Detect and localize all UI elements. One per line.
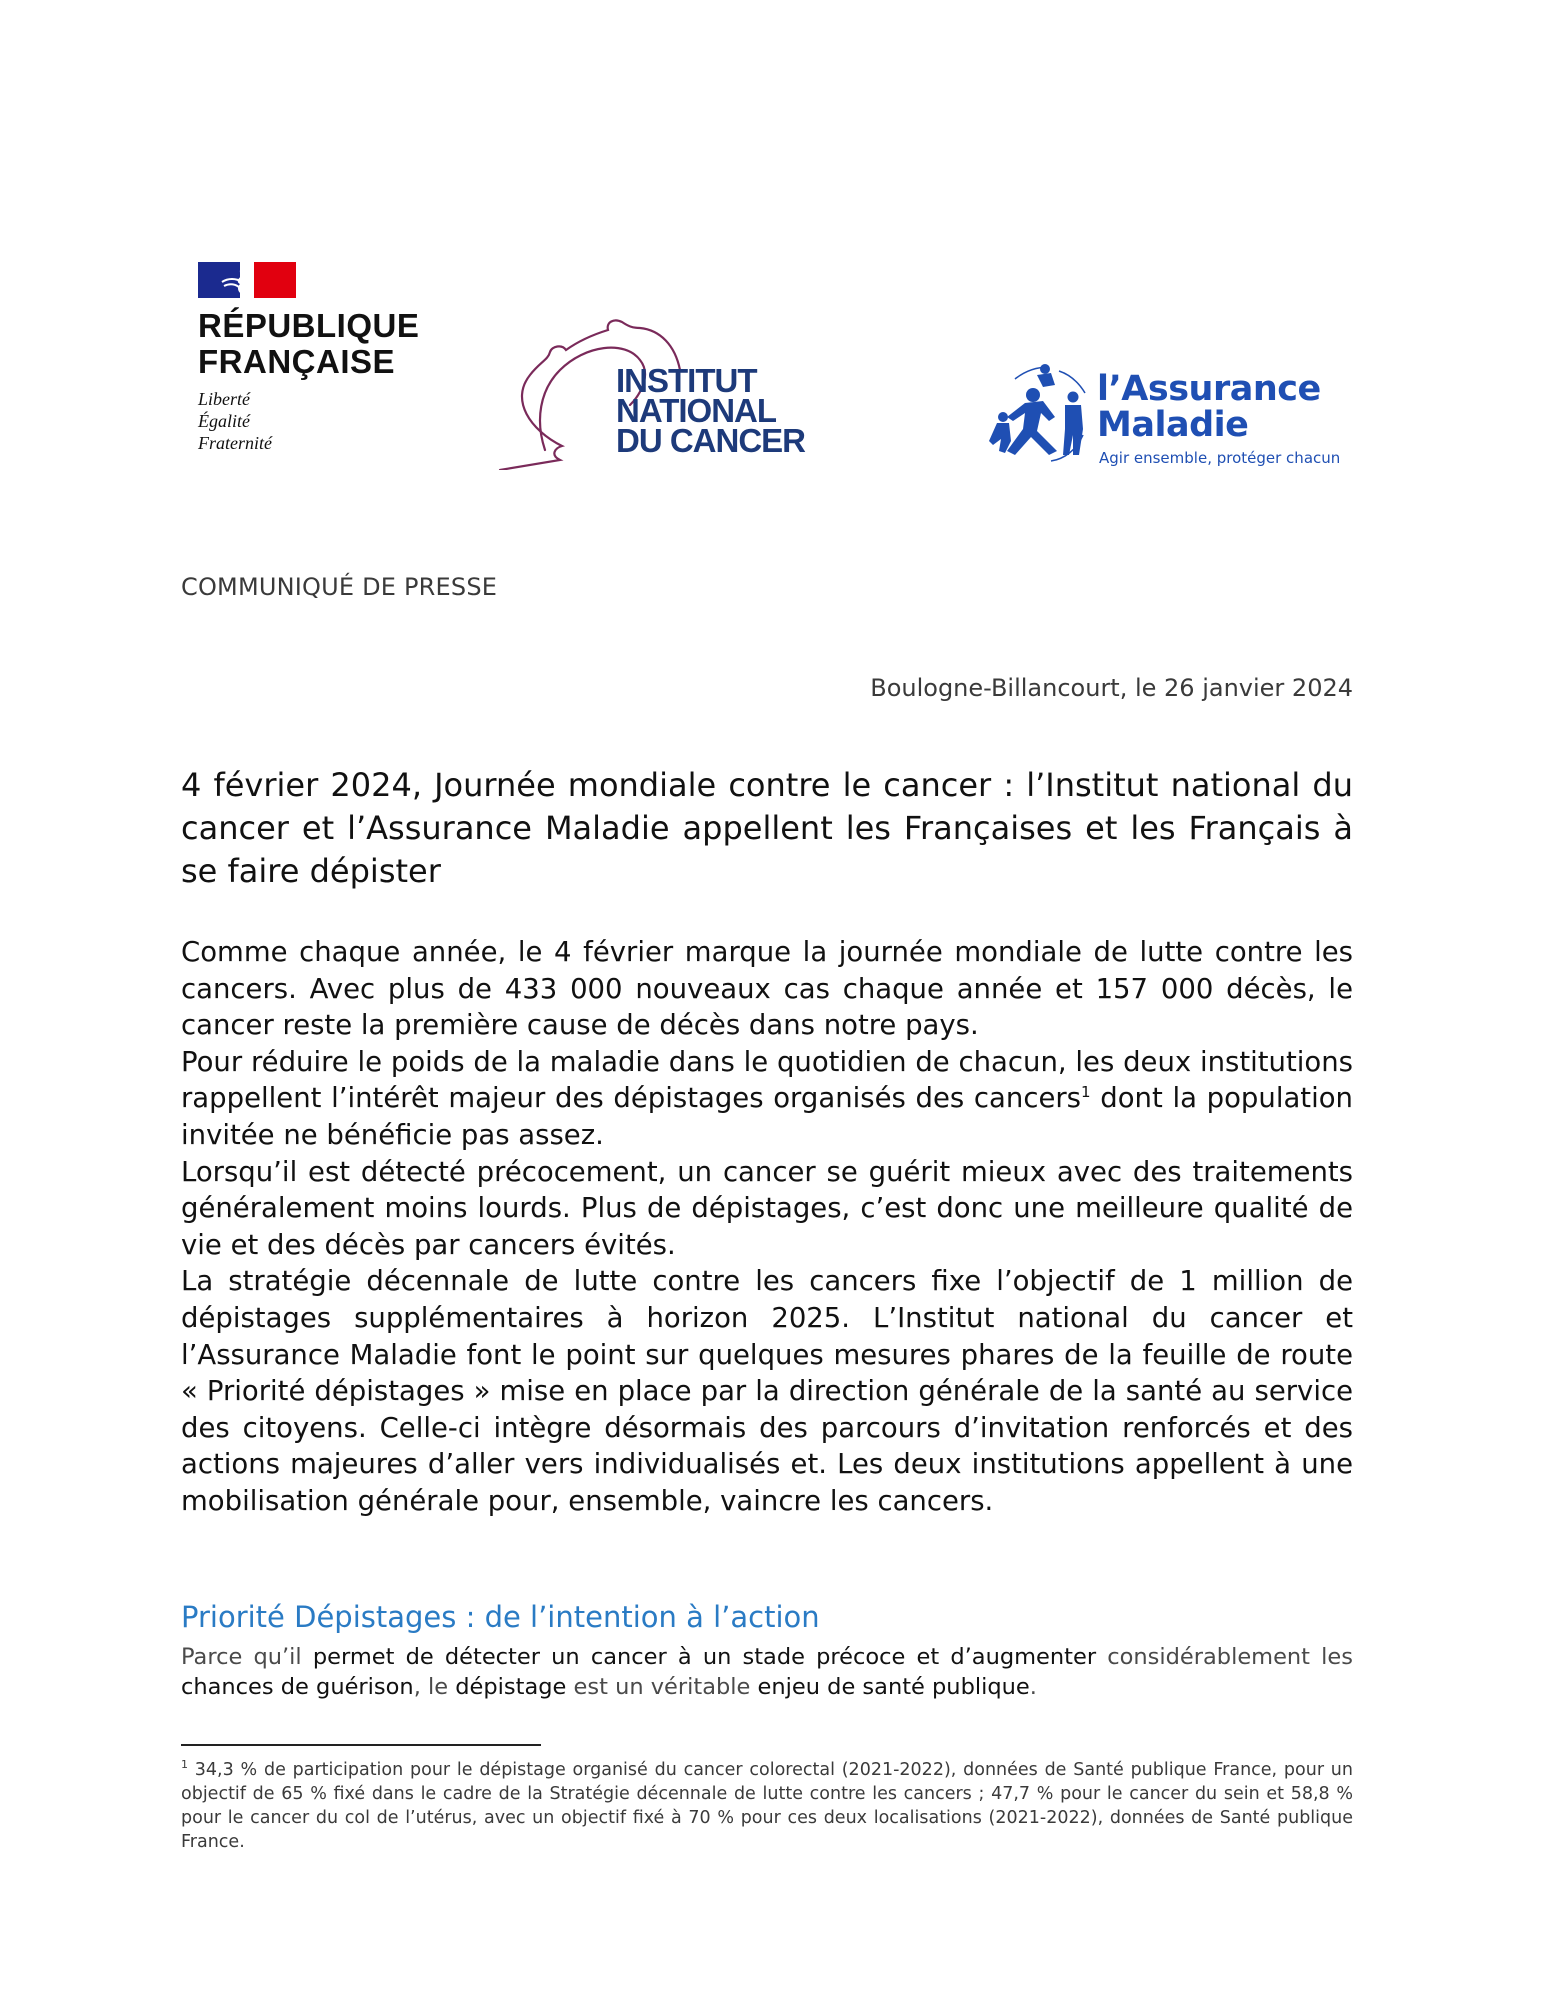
motto-egalite: Égalité [198,411,250,431]
motto-liberte: Liberté [198,389,250,409]
section-text: est un véritable [566,1674,758,1700]
institut-national-du-cancer-logo [490,300,820,470]
inca-wordmark [616,362,805,459]
am-line-assurance: l’Assurance [1097,369,1321,409]
section-heading: Priorité Dépistages : de l’intention à l’action [181,1600,820,1634]
paragraph: Lorsqu’il est détecté précocement, un cancer se guérit mieux avec des traitements généralement moins lourds. Plus de dépistages, c’est donc une meilleure qualité de vie et des décès par cancers évités. [181,1155,1353,1261]
inca-line-institut: INSTITUT [616,362,757,399]
republique-title [198,308,458,380]
section-text: considérablement les [1096,1644,1353,1670]
francaise-line: FRANÇAISE [198,343,396,380]
section-text: , le [413,1674,456,1700]
republique-francaise-logo [198,262,458,454]
body-text [181,934,1353,1520]
paragraph-text: Pour réduire le poids de la maladie dans le quotidien de chacun, les deux institutions rappellent l’intérêt majeur des dépistages organisés des cancers [181,1045,1353,1115]
press-release-headline: 4 février 2024, Journée mondiale contre le cancer : l’Institut national du cancer et l’Assurance Maladie appellent les Françaises et les Français à se faire dépister [181,766,1353,890]
section-text: Parce qu’il [181,1644,313,1670]
section-emphasis: permet de détecter un cancer à un stade précoce et d’augmenter [312,1644,1097,1670]
assurance-maladie-wordmark [1097,371,1321,443]
inca-line-national: NATIONAL [616,392,777,429]
assurance-maladie-tagline: Agir ensemble, protéger chacun [1099,449,1341,467]
footnote-reference[interactable]: 1 [1081,1083,1091,1102]
section-emphasis: dépistage [455,1674,567,1700]
footnote [181,1758,1353,1854]
paragraph [181,1044,1353,1154]
motto-fraternite: Fraternité [198,433,272,453]
securite-sociale-emblem-icon [985,355,1095,465]
footnote-mark: 1 [181,1758,188,1772]
document-type-label: COMMUNIQUÉ DE PRESSE [181,573,498,601]
paragraph-text: dont la population invitée ne bénéficie pas assez. [181,1082,1353,1151]
footnote-divider [181,1744,541,1746]
section-emphasis: enjeu de santé publique [757,1674,1030,1700]
paragraph: La stratégie décennale de lutte contre les cancers fixe l’objectif de 1 million de dépistages supplémentaires à horizon 2025. L’Institut national du cancer et l’Assurance Maladie font le point sur quelques mesures phares de la feuille de route « Priorité dépistages » mise en place par la direction générale de la santé au service des citoyens. Celle-ci intègre désormais des parcours d’invitation renforcés et des actions majeures d’aller vers individualisés et. Les deux institutions appellent à une mobilisation générale pour, ensemble, vaincre les cancers. [181,1265,1353,1517]
republique-line: RÉPUBLIQUE [198,307,420,344]
am-line-maladie: Maladie [1097,405,1249,445]
marianne-flag-icon [198,262,296,298]
assurance-maladie-logo [985,355,1365,475]
inca-line-du-cancer: DU CANCER [616,422,805,459]
paragraph: Comme chaque année, le 4 février marque la journée mondiale de lutte contre les cancers. Avec plus de 433 000 nouveaux cas chaque année et 157 000 décès, le cancer reste la première cause de décès dans notre pays. [181,936,1353,1042]
section-emphasis: chances de guérison [181,1674,414,1700]
republique-motto [198,388,458,454]
dateline: Boulogne-Billancourt, le 26 janvier 2024 [870,674,1353,702]
footnote-text: 34,3 % de participation pour le dépistage organisé du cancer colorectal (2021-2022), données de Santé publique France, pour un objectif de 65 % fixé dans le cadre de la Stratégie décennale de lutte contre les cancers ; 47,7 % pour le cancer du sein et 58,8 % pour le cancer du col de l’utérus, avec un objectif fixé à 70 % pour ces deux localisations (2021-2022), données de Santé publique France. [181,1760,1353,1852]
section-body [181,1642,1353,1702]
section-text: . [1029,1674,1037,1700]
